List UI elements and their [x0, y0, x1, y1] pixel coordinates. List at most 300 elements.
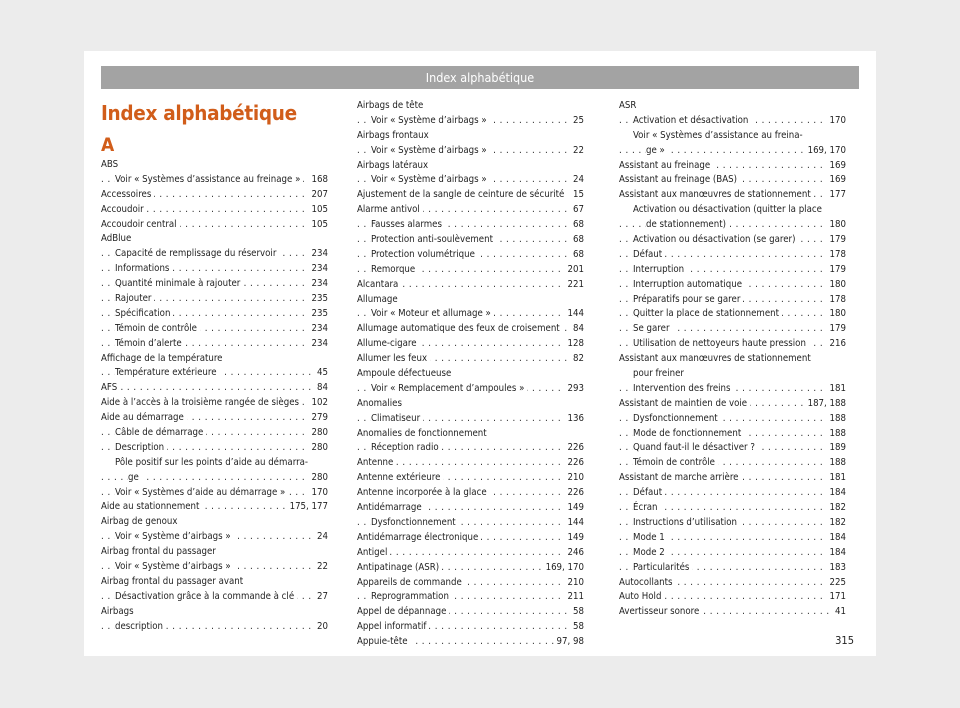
- index-entry-page: 20: [314, 620, 328, 635]
- index-entry: [619, 367, 846, 382]
- index-entry-page: 234: [309, 247, 328, 262]
- index-entry: [357, 307, 584, 322]
- index-entry-label: Ajustement de la sangle de ceinture de sécurité: [357, 189, 567, 200]
- index-entry-page: 225: [827, 576, 846, 591]
- index-column-1: [101, 158, 328, 635]
- index-entry-page: 41: [832, 605, 846, 620]
- index-entry-label: Anomalies: [357, 398, 405, 409]
- index-entry-label: Antidémarrage électronique: [357, 532, 481, 543]
- index-entry: [101, 486, 328, 501]
- index-entry: [357, 159, 584, 174]
- index-page: [84, 51, 876, 656]
- index-entry-label: Interruption: [633, 264, 687, 275]
- index-entry-label: Antidémarrage: [357, 502, 425, 513]
- index-entry-page: 211: [565, 590, 584, 605]
- index-entry-label: Voir « Système d’airbags »: [371, 174, 490, 185]
- index-entry: [619, 173, 846, 188]
- index-entry-page: 179: [827, 322, 846, 337]
- index-entry: [101, 203, 328, 218]
- index-entry-page: 179: [827, 233, 846, 248]
- page-number: 315: [835, 634, 854, 647]
- index-entry-page: 170: [309, 486, 328, 501]
- index-entry: [619, 605, 846, 620]
- index-entry: [101, 456, 328, 471]
- index-entry-page: 84: [314, 381, 328, 396]
- index-entry: [101, 545, 328, 560]
- index-entry-page: 182: [827, 516, 846, 531]
- index-entry-page: 128: [565, 337, 584, 352]
- index-entry-label: Écran: [633, 502, 661, 513]
- index-entry: [619, 531, 846, 546]
- index-entry-label: Auto Hold: [619, 591, 664, 602]
- index-entry: [101, 500, 328, 515]
- index-entry: [619, 233, 846, 248]
- index-entry-label: Antipatinage (ASR): [357, 562, 442, 573]
- page-title: Index alphabétique: [101, 101, 297, 125]
- index-entry-page: 178: [827, 248, 846, 263]
- index-entry-label: Protection volumétrique: [371, 249, 478, 260]
- index-entry-label: ASR: [619, 100, 639, 111]
- index-entry-label: Quand faut-il le désactiver ?: [633, 442, 758, 453]
- index-entry-page: 293: [565, 382, 584, 397]
- index-entry: [357, 278, 584, 293]
- index-entry-label: Airbags de tête: [357, 100, 426, 111]
- index-entry: [357, 531, 584, 546]
- index-entry-page: 45: [314, 366, 328, 381]
- index-entry-label: Voir « Systèmes d’aide au démarrage »: [115, 487, 288, 498]
- index-entry: [619, 501, 846, 516]
- index-entry: [357, 188, 584, 203]
- index-entry-label: Quitter la place de stationnement: [633, 308, 782, 319]
- index-entry-page: 184: [827, 531, 846, 546]
- index-entry-label: Airbags frontaux: [357, 130, 432, 141]
- index-entry: [101, 515, 328, 530]
- index-entry: [101, 322, 328, 337]
- index-entry-label: Utilisation de nettoyeurs haute pression: [633, 338, 809, 349]
- index-entry: [619, 322, 846, 337]
- index-entry-page: 210: [565, 576, 584, 591]
- index-entry-label: Voir « Moteur et allumage »: [371, 308, 494, 319]
- index-entry: [101, 441, 328, 456]
- index-entry: [619, 278, 846, 293]
- index-entry-page: 180: [827, 278, 846, 293]
- index-entry-page: 25: [570, 114, 584, 129]
- index-entry-page: 22: [314, 560, 328, 575]
- index-entry-label: Particularités: [633, 562, 692, 573]
- header-bar: Index alphabétique: [101, 66, 859, 89]
- index-entry: [619, 352, 846, 367]
- index-entry-label: Airbag frontal du passager avant: [101, 576, 246, 587]
- index-entry-label: Mode 1: [633, 532, 668, 543]
- index-entry-label: Reprogrammation: [371, 591, 452, 602]
- index-entry-page: 246: [565, 546, 584, 561]
- index-entry: [357, 605, 584, 620]
- index-entry-page: 136: [565, 412, 584, 427]
- index-entry-page: 170: [827, 114, 846, 129]
- index-entry-page: 216: [827, 337, 846, 352]
- index-entry: [101, 277, 328, 292]
- index-entry-label: Défaut: [633, 249, 665, 260]
- index-entry-page: 58: [570, 620, 584, 635]
- index-entry-label: Voir « Systèmes d’assistance au freina-: [633, 130, 806, 141]
- index-entry: [101, 530, 328, 545]
- index-entry-label: Activation et désactivation: [633, 115, 751, 126]
- index-entry-label: Voir « Système d’airbags »: [371, 115, 490, 126]
- index-entry-page: 175, 177: [287, 500, 328, 515]
- index-entry-page: 180: [827, 218, 846, 233]
- index-entry: [357, 203, 584, 218]
- index-entry: [357, 516, 584, 531]
- index-entry: [101, 620, 328, 635]
- index-entry: [357, 352, 584, 367]
- index-entry-label: ge: [128, 472, 142, 483]
- index-entry-label: Voir « Système d’airbags »: [371, 145, 490, 156]
- index-entry: [101, 352, 328, 367]
- index-entry: [357, 620, 584, 635]
- index-entry: [357, 576, 584, 591]
- index-entry: [101, 411, 328, 426]
- index-entry-label: Pôle positif sur les points d’aide au démarra-: [115, 457, 311, 468]
- index-entry-page: 58: [570, 605, 584, 620]
- index-entry-page: 102: [309, 396, 328, 411]
- index-entry-page: 181: [827, 382, 846, 397]
- index-column-2: [357, 99, 584, 650]
- index-entry-label: Désactivation grâce à la commande à clé: [115, 591, 297, 602]
- index-entry-label: Préparatifs pour se garer: [633, 294, 743, 305]
- index-entry-page: 226: [565, 441, 584, 456]
- index-entry: [357, 337, 584, 352]
- index-entry-page: 187, 188: [805, 397, 846, 412]
- index-entry: [619, 486, 846, 501]
- index-entry: [619, 337, 846, 352]
- index-entry-page: 188: [827, 427, 846, 442]
- index-entry-page: 169, 170: [543, 561, 584, 576]
- index-entry: [101, 605, 328, 620]
- index-entry: [101, 158, 328, 173]
- index-entry-page: 201: [565, 263, 584, 278]
- index-entry-label: Rajouter: [115, 293, 154, 304]
- index-entry-label: Se garer: [633, 323, 673, 334]
- index-entry: [357, 456, 584, 471]
- index-column-3: [619, 99, 846, 620]
- index-entry-page: 188: [827, 456, 846, 471]
- index-entry-label: Aide à l’accès à la troisième rangée de sièges: [101, 397, 302, 408]
- index-entry-label: Appel informatif: [357, 621, 429, 632]
- index-entry-label: Protection anti-soulèvement: [371, 234, 496, 245]
- index-entry-page: 226: [565, 486, 584, 501]
- index-entry: [619, 590, 846, 605]
- index-entry: [357, 263, 584, 278]
- index-entry: [619, 456, 846, 471]
- index-entry-label: Aide au stationnement: [101, 501, 202, 512]
- index-entry-label: Voir « Systèmes d’assistance au freinage »: [115, 174, 303, 185]
- index-entry-label: Voir « Système d’airbags »: [115, 561, 234, 572]
- index-entry-label: Intervention des freins: [633, 383, 734, 394]
- index-entry-page: 189: [827, 441, 846, 456]
- index-entry-label: Activation ou désactivation (se garer): [633, 234, 798, 245]
- index-entry: [101, 232, 328, 247]
- index-entry-page: 149: [565, 501, 584, 516]
- index-entry-page: 280: [309, 426, 328, 441]
- index-entry-label: Allumer les feux: [357, 353, 430, 364]
- index-entry-label: Dysfonctionnement: [371, 517, 459, 528]
- index-entry-label: Informations: [115, 263, 172, 274]
- index-entry-label: Réception radio: [371, 442, 442, 453]
- index-entry-label: AdBlue: [101, 233, 134, 244]
- index-entry-label: Mode 2: [633, 547, 668, 558]
- index-entry-page: 105: [309, 203, 328, 218]
- index-entry: [619, 546, 846, 561]
- index-entry-label: Fausses alarmes: [371, 219, 445, 230]
- index-entry-page: 181: [827, 471, 846, 486]
- index-entry: [357, 635, 584, 650]
- index-entry: [357, 129, 584, 144]
- index-entry-label: Spécification: [115, 308, 173, 319]
- index-entry-label: Airbags: [101, 606, 137, 617]
- index-entry: [619, 561, 846, 576]
- index-entry-label: Interruption automatique: [633, 279, 745, 290]
- index-entry-label: Avertisseur sonore: [619, 606, 702, 617]
- index-entry-label: Assistant au freinage (BAS): [619, 174, 740, 185]
- index-entry-page: 210: [565, 471, 584, 486]
- index-entry: [101, 188, 328, 203]
- index-entry-page: 207: [309, 188, 328, 203]
- index-entry: [101, 396, 328, 411]
- index-entry: [357, 397, 584, 412]
- index-entry: [619, 471, 846, 486]
- index-entry: [619, 99, 846, 114]
- index-entry: [101, 247, 328, 262]
- index-entry: [619, 188, 846, 203]
- index-entry-label: ge »: [646, 145, 668, 156]
- index-entry: [357, 441, 584, 456]
- index-entry-label: Ampoule défectueuse: [357, 368, 454, 379]
- index-entry: [619, 159, 846, 174]
- index-entry: [101, 307, 328, 322]
- index-entry-label: Assistant aux manœuvres de stationnement: [619, 353, 814, 364]
- index-entry-page: 68: [570, 218, 584, 233]
- index-entry-page: 24: [570, 173, 584, 188]
- index-entry-page: 234: [309, 262, 328, 277]
- index-entry: [357, 367, 584, 382]
- index-entry: [619, 397, 846, 412]
- index-entry-page: 180: [827, 307, 846, 322]
- index-entry: [619, 114, 846, 129]
- index-entry-label: Quantité minimale à rajouter: [115, 278, 243, 289]
- index-entry-page: 97, 98: [554, 635, 584, 650]
- index-entry-label: Affichage de la température: [101, 353, 225, 364]
- index-entry-page: 144: [565, 307, 584, 322]
- index-entry-label: Câble de démarrage: [115, 427, 206, 438]
- index-entry: [101, 560, 328, 575]
- index-entry: [101, 381, 328, 396]
- index-entry-label: Remorque: [371, 264, 418, 275]
- index-entry-page: 168: [309, 173, 328, 188]
- index-entry: [619, 516, 846, 531]
- index-entry-page: 22: [570, 144, 584, 159]
- index-entry: [619, 263, 846, 278]
- index-entry: [357, 248, 584, 263]
- index-entry: [101, 575, 328, 590]
- index-entry-page: 68: [570, 233, 584, 248]
- index-entry: [619, 307, 846, 322]
- index-entry-label: Témoin d’alerte: [115, 338, 185, 349]
- index-entry-page: 68: [570, 248, 584, 263]
- index-entry: [357, 173, 584, 188]
- index-entry-label: Appel de dépannage: [357, 606, 449, 617]
- index-entry-label: Assistant de maintien de voie: [619, 398, 750, 409]
- index-entry-page: 178: [827, 293, 846, 308]
- index-entry-label: Mode de fonctionnement: [633, 428, 744, 439]
- index-entry-label: Antenne incorporée à la glace: [357, 487, 490, 498]
- index-entry: [101, 590, 328, 605]
- section-letter: A: [101, 134, 115, 156]
- index-entry: [357, 99, 584, 114]
- index-entry-page: 235: [309, 292, 328, 307]
- index-entry-page: 179: [827, 263, 846, 278]
- index-entry-label: Airbag frontal du passager: [101, 546, 219, 557]
- index-entry-label: Alarme antivol: [357, 204, 423, 215]
- index-entry-label: Voir « Système d’airbags »: [115, 531, 234, 542]
- index-entry: [357, 382, 584, 397]
- index-entry-label: Témoin de contrôle: [633, 457, 718, 468]
- index-entry-label: Airbags latéraux: [357, 160, 431, 171]
- index-entry-page: 67: [570, 203, 584, 218]
- index-entry: [357, 486, 584, 501]
- index-entry-label: Activation ou désactivation (quitter la place: [633, 204, 825, 215]
- index-entry: [357, 218, 584, 233]
- index-entry-page: 280: [309, 471, 328, 486]
- index-entry-page: 234: [309, 322, 328, 337]
- index-entry: [357, 471, 584, 486]
- index-entry-label: Aide au démarrage: [101, 412, 187, 423]
- index-entry-page: 235: [309, 307, 328, 322]
- index-entry: [357, 590, 584, 605]
- index-entry: [101, 173, 328, 188]
- index-entry-page: 234: [309, 337, 328, 352]
- index-entry-label: ABS: [101, 159, 121, 170]
- index-entry-page: 184: [827, 546, 846, 561]
- index-entry-label: description: [115, 621, 166, 632]
- index-entry-label: Antenne extérieure: [357, 472, 443, 483]
- index-entry-label: Allume-cigare: [357, 338, 420, 349]
- index-entry-label: AFS: [101, 382, 120, 393]
- index-entry: [101, 262, 328, 277]
- index-entry-label: Instructions d’utilisation: [633, 517, 740, 528]
- index-entry: [357, 233, 584, 248]
- index-entry: [619, 203, 846, 218]
- index-entry-page: 182: [827, 501, 846, 516]
- index-entry: [357, 144, 584, 159]
- index-entry-page: 82: [570, 352, 584, 367]
- index-entry-label: Défaut: [633, 487, 665, 498]
- index-entry-label: Appareils de commande: [357, 577, 465, 588]
- index-entry-label: Antigel: [357, 547, 390, 558]
- index-entry-page: 279: [309, 411, 328, 426]
- index-entry: [357, 546, 584, 561]
- index-entry-label: Antenne: [357, 457, 396, 468]
- index-entry-label: Dysfonctionnement: [633, 413, 721, 424]
- index-entry: [619, 293, 846, 308]
- index-entry-page: 144: [565, 516, 584, 531]
- index-entry-label: Assistant aux manœuvres de stationnement: [619, 189, 814, 200]
- index-entry-page: 171: [827, 590, 846, 605]
- index-entry: [619, 412, 846, 427]
- index-entry-label: Assistant de marche arrière: [619, 472, 741, 483]
- index-entry-label: Appuie-tête: [357, 636, 411, 647]
- index-entry-label: de stationnement): [646, 219, 729, 230]
- index-entry: [101, 426, 328, 441]
- index-entry-label: Accoudoir: [101, 204, 147, 215]
- index-entry: [357, 427, 584, 442]
- index-entry: [619, 218, 846, 233]
- index-entry-label: Alcantara: [357, 279, 401, 290]
- index-entry: [619, 382, 846, 397]
- index-entry: [101, 292, 328, 307]
- index-entry-page: 169, 170: [805, 144, 846, 159]
- index-entry-page: 169: [827, 173, 846, 188]
- index-entry-page: 280: [309, 441, 328, 456]
- index-entry-label: pour freiner: [633, 368, 687, 379]
- index-entry: [619, 129, 846, 144]
- index-entry-page: 27: [314, 590, 328, 605]
- index-entry-page: 221: [565, 278, 584, 293]
- index-entry: [101, 337, 328, 352]
- index-entry-label: Assistant au freinage: [619, 160, 713, 171]
- index-entry: [619, 427, 846, 442]
- index-entry-label: Accessoires: [101, 189, 154, 200]
- index-entry: [357, 114, 584, 129]
- index-entry-label: Capacité de remplissage du réservoir: [115, 248, 279, 259]
- index-entry-label: Autocollants: [619, 577, 676, 588]
- index-entry: [619, 248, 846, 263]
- index-entry-page: 188: [827, 412, 846, 427]
- index-entry-label: Anomalies de fonctionnement: [357, 428, 490, 439]
- index-entry: [101, 218, 328, 233]
- index-entry-label: Description: [115, 442, 167, 453]
- index-entry: [619, 144, 846, 159]
- index-entry: [357, 322, 584, 337]
- index-entry-label: Allumage automatique des feux de croisement: [357, 323, 563, 334]
- index-entry-label: Température extérieure: [115, 367, 220, 378]
- index-entry: [101, 366, 328, 381]
- index-entry: [357, 293, 584, 308]
- index-entry-page: 105: [309, 218, 328, 233]
- index-entry-label: Témoin de contrôle: [115, 323, 200, 334]
- index-entry-page: 177: [827, 188, 846, 203]
- index-entry: [357, 412, 584, 427]
- index-entry-page: 184: [827, 486, 846, 501]
- index-entry-page: 169: [827, 159, 846, 174]
- index-entry-label: Allumage: [357, 294, 401, 305]
- index-entry-page: 24: [314, 530, 328, 545]
- index-entry-page: 183: [827, 561, 846, 576]
- index-entry-label: Voir « Remplacement d’ampoules »: [371, 383, 527, 394]
- index-entry-page: 149: [565, 531, 584, 546]
- index-entry-page: 84: [570, 322, 584, 337]
- index-entry-page: 234: [309, 277, 328, 292]
- index-entry-label: Accoudoir central: [101, 219, 180, 230]
- index-entry-label: Airbag de genoux: [101, 516, 181, 527]
- index-entry: [357, 561, 584, 576]
- index-entry: [357, 501, 584, 516]
- index-entry: [101, 471, 328, 486]
- index-entry: [619, 441, 846, 456]
- index-entry-page: 15: [570, 188, 584, 203]
- index-entry: [619, 576, 846, 591]
- index-entry-label: Climatiseur: [371, 413, 423, 424]
- index-entry-page: 226: [565, 456, 584, 471]
